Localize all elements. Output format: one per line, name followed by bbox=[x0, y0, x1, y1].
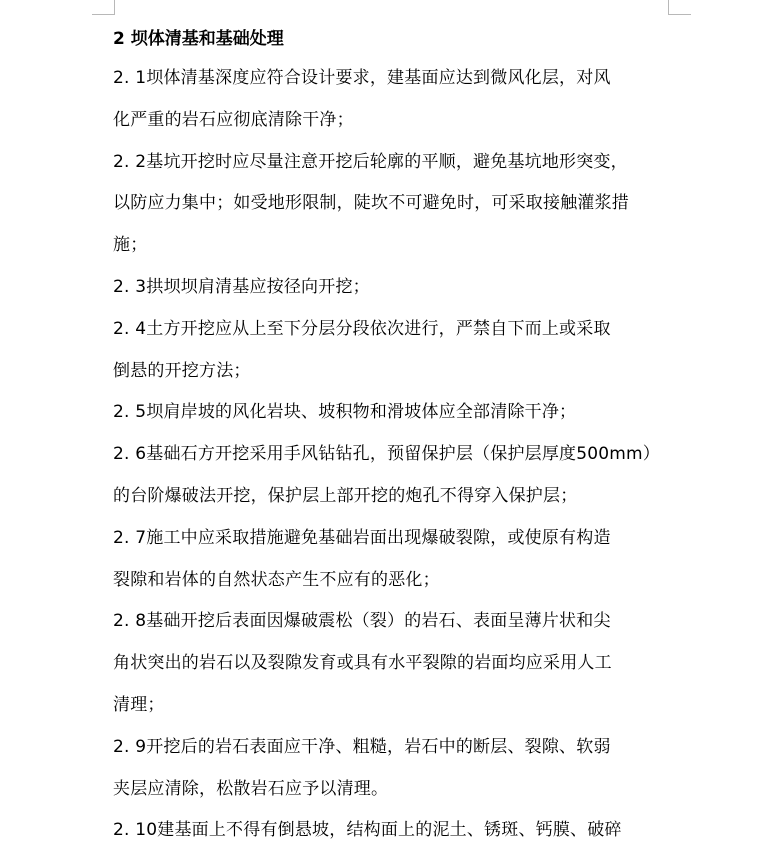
text-line: 2. 7施工中应采取措施避免基础岩面出现爆破裂隙，或使原有构造 bbox=[113, 527, 611, 548]
paragraph-2-2 bbox=[113, 142, 673, 267]
paragraph-2-4 bbox=[113, 309, 673, 393]
text-line: 2. 8基础开挖后表面因爆破震松（裂）的岩石、表面呈薄片状和尖 bbox=[113, 611, 611, 632]
text-line: 以防应力集中；如受地形限制，陡坎不可避免时，可采取接触灌浆措 bbox=[113, 193, 629, 214]
text-line: 施； bbox=[113, 235, 148, 256]
paragraph-2-5 bbox=[113, 392, 673, 434]
text-line: 化严重的岩石应彻底清除干净； bbox=[113, 109, 354, 130]
paragraph-2-8 bbox=[113, 601, 673, 726]
text-line: 夹层应清除，松散岩石应予以清理。 bbox=[113, 778, 389, 799]
page-corner-mark-left bbox=[92, 0, 115, 15]
text-line: 2. 2基坑开挖时应尽量注意开挖后轮廓的平顺，避免基坑地形突变， bbox=[113, 151, 628, 172]
text-line: 倒悬的开挖方法； bbox=[113, 360, 251, 381]
text-line: 2. 3拱坝坝肩清基应按径向开挖； bbox=[113, 276, 370, 297]
text-line: 的台阶爆破法开挖，保护层上部开挖的炮孔不得穿入保护层； bbox=[113, 485, 578, 506]
text-line: 裂隙和岩体的自然状态产生不应有的恶化； bbox=[113, 569, 440, 590]
text-line: 2. 5坝肩岸坡的风化岩块、坡积物和滑坡体应全部清除干净； bbox=[113, 402, 577, 423]
text-line: 2. 9开挖后的岩石表面应干净、粗糙，岩石中的断层、裂隙、软弱 bbox=[113, 736, 611, 757]
paragraph-2-3 bbox=[113, 267, 673, 309]
text-line: 2. 10建基面上不得有倒悬坡，结构面上的泥土、锈斑、钙膜、破碎 bbox=[113, 820, 622, 841]
text-line: 2. 4土方开挖应从上至下分层分段依次进行，严禁自下而上或采取 bbox=[113, 318, 611, 339]
text-line: 2. 1坝体清基深度应符合设计要求，建基面应达到微风化层，对风 bbox=[113, 68, 611, 88]
text-line: 2. 6基础石方开挖采用手风钻钻孔，预留保护层（保护层厚度500mm） bbox=[113, 444, 661, 465]
text-line: 角状突出的岩石以及裂隙发育或具有水平裂隙的岩面均应采用人工 bbox=[113, 653, 612, 674]
section-heading: 2 坝体清基和基础处理 bbox=[113, 29, 284, 49]
paragraph-2-6 bbox=[113, 434, 673, 518]
page-corner-mark-right bbox=[668, 0, 691, 15]
paragraph-2-7 bbox=[113, 518, 673, 602]
paragraph-2-1 bbox=[113, 58, 673, 142]
paragraph-2-10 bbox=[113, 810, 673, 852]
document-page bbox=[113, 20, 673, 852]
paragraph-2-9 bbox=[113, 727, 673, 811]
text-line: 清理； bbox=[113, 694, 165, 715]
